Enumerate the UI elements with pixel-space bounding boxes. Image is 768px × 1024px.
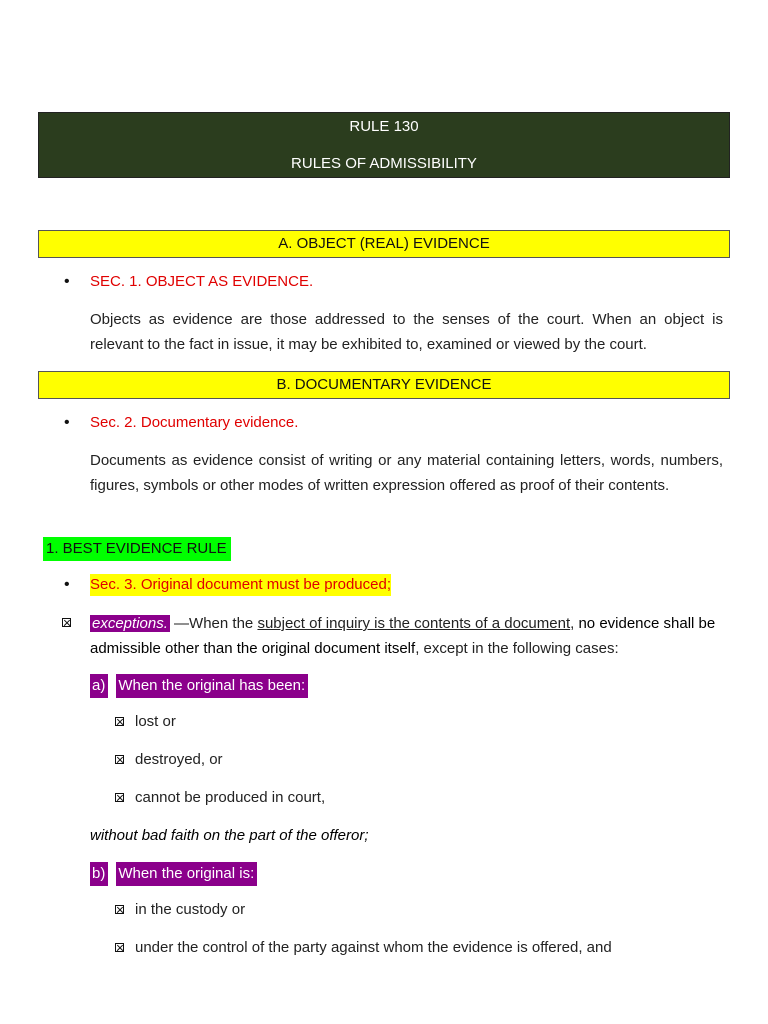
case-a-text: When the original has been:: [118, 677, 306, 694]
sec1-paragraph: Objects as evidence are those addressed to the senses of the court. When an object is relevant to the fact in issue, it may be exhibited to, examined or viewed by the court.: [90, 311, 723, 353]
rule-header: [38, 112, 730, 178]
sec1-heading: SEC. 1. OBJECT AS EVIDENCE.: [90, 273, 314, 290]
exceptions-tail: , except in the following cases:: [415, 640, 619, 657]
case-b-letter: b): [92, 865, 106, 882]
bullet-dot-icon: •: [64, 273, 70, 290]
boxed-x-icon: [115, 943, 124, 952]
boxed-x-icon: [115, 905, 124, 914]
exceptions-comma: ,: [570, 615, 579, 632]
case-a-closing: without bad faith on the part of the offeror;: [90, 827, 369, 844]
rule-title: RULES OF ADMISSIBILITY: [291, 155, 477, 172]
case-b-text: When the original is:: [118, 865, 255, 882]
sec2-heading: Sec. 2. Documentary evidence.: [90, 414, 299, 431]
case-a-letter: a): [92, 677, 106, 694]
sec3-heading: Sec. 3. Original document must be produced;: [90, 574, 391, 596]
exceptions-label: exceptions.: [92, 615, 168, 632]
bullet-dot-icon: •: [64, 576, 70, 593]
case-a-item-text: cannot be produced in court,: [135, 789, 326, 806]
sec2-paragraph: Documents as evidence consist of writing or any material containing letters, words, numbers, figures, symbols or other modes of written expression offered as proof of their contents.: [90, 452, 723, 494]
exceptions-underlined: subject of inquiry is the contents of a document: [257, 615, 571, 632]
best-evidence-rule-title: 1. BEST EVIDENCE RULE: [43, 537, 231, 561]
boxed-x-icon: [62, 618, 71, 627]
boxed-x-icon: [115, 755, 124, 764]
case-a-item-text: destroyed, or: [135, 751, 223, 768]
exceptions-paragraph: [90, 611, 730, 661]
rule-number: RULE 130: [349, 118, 419, 135]
case-b-label: [90, 862, 257, 886]
case-b-item-text: in the custody or: [135, 901, 246, 918]
boxed-x-icon: [115, 793, 124, 802]
exceptions-bold: no evidence shall be admissible other than the original document itself: [90, 615, 716, 657]
case-a-label: [90, 674, 308, 698]
bullet-dot-icon: •: [64, 414, 70, 431]
case-a-item-text: lost or: [135, 713, 176, 730]
boxed-x-icon: [115, 717, 124, 726]
exceptions-dash: —When the: [169, 615, 258, 632]
case-b-item-text: under the control of the party against whom the evidence is offered, and: [135, 939, 612, 956]
section-a-title: A. OBJECT (REAL) EVIDENCE: [38, 230, 730, 258]
section-b-title: B. DOCUMENTARY EVIDENCE: [38, 371, 730, 399]
